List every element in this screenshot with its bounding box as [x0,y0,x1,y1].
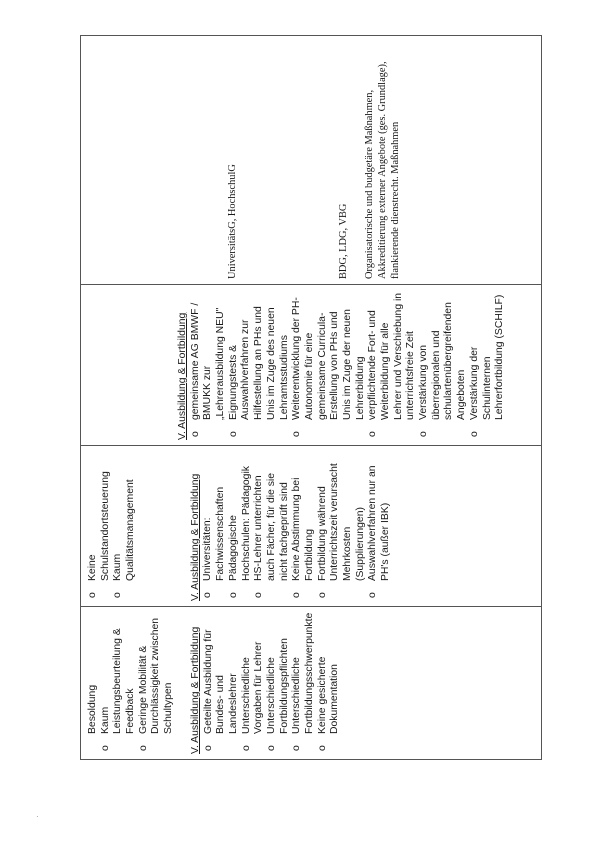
legal-basis-cell [81,36,542,285]
list-item: o verpflichtende Fort- und Weiterbildung für alle Lehrer und Verschiebung in unterrichtsfreie Zeit [367,290,418,440]
list-item: o Unterschiedliche Fortbildungspflichten [266,612,291,754]
list-item: o Kaum Qualitätsmanagement [112,451,137,601]
section-heading: V. Ausbildung & Fortbildung [177,312,188,440]
causes-cell [81,446,542,607]
measures-table [80,35,542,760]
list-item: o Pädagogische Hochschulen: Pädagogik [228,451,253,601]
section-heading: V. Ausbildung & Fortbildung [189,473,201,601]
problems-list-a [100,612,176,754]
intro-text: Besoldung [87,684,98,734]
list-item: o Weiterentwicklung der PH-Autonomie für eine gemeinsame Curricula-Erstellung von PHs und Unis im Zuge der neuen Lehrerbildung [291,290,367,440]
list-item: o Unterschiedliche Vorgaben für Lehrer [241,612,266,754]
list-item: o Eignungstests & Auswahlverfahren zur Hilfestellung an PHs und Unis im Zuge des neuen Lehramtsstudiums [228,290,291,440]
list-item: o gemeinsame AG BMWF / BMUKK zur „Lehrerausbildung NEU" [190,290,228,440]
list-item: o Fortbildung während Unterrichtszeit verursacht Mehrkosten (Supplierungen) [317,451,368,601]
list-item: o Kaum Leistungsbeurteilung & Feedback [100,612,138,754]
legal-reference: UniversitätsG, HochschulG [227,164,238,279]
list-item: o Keine gesicherte Dokumentation [317,612,342,754]
list-item: o Auswahlverfahren nur an PH's (außer IBK) [367,451,392,601]
list-item: o Verstärkung von überregionalen und schulartenübergreifenden Angeboten [418,290,469,440]
list-item: o Keine Abstimmung bei Fortbildung [291,451,316,601]
table-row [81,36,542,760]
problems-cell [81,607,542,760]
list-item: o Geteilte Ausbildung für Bundes- und Landeslehrer [203,612,241,754]
list-item: o Geringe Mobilität & Durchlässigkeit zwischen Schultypen [138,612,176,754]
section-heading: V. Ausbildung & Fortbildung [189,626,201,754]
list-item: o Verstärkung der Schulinternen Lehrerfortbildung (SCHILF) [469,290,507,440]
list-item: o HS-Lehrer unterrichten auch Fächer, für die sie nicht fachgeprüft sind [253,451,291,601]
spacer [252,41,338,279]
measures-list [190,290,507,440]
problems-list-b [203,612,343,754]
list-item: o Keine Schulstandortsteuerung [87,451,112,601]
measures-cell [81,285,542,446]
causes-list-a [87,451,138,601]
rotated-page [80,61,542,760]
list-item: o Universitäten: Fachwissenschaften [202,451,227,601]
spacer [87,41,227,279]
page-mark: · [36,812,39,821]
list-item: o Unterschiedliche Fortbildungsschwerpunkte [291,612,316,754]
causes-list-b [202,451,392,601]
legal-reference: BDG, LDG, VBG [337,203,349,279]
legal-measures-text: Organisatorische und budgetäre Maßnahmen, Akkreditierung externer Angebote (ges. Grundlage), flankierende dienstrecht. Maßnahmen [364,61,401,279]
